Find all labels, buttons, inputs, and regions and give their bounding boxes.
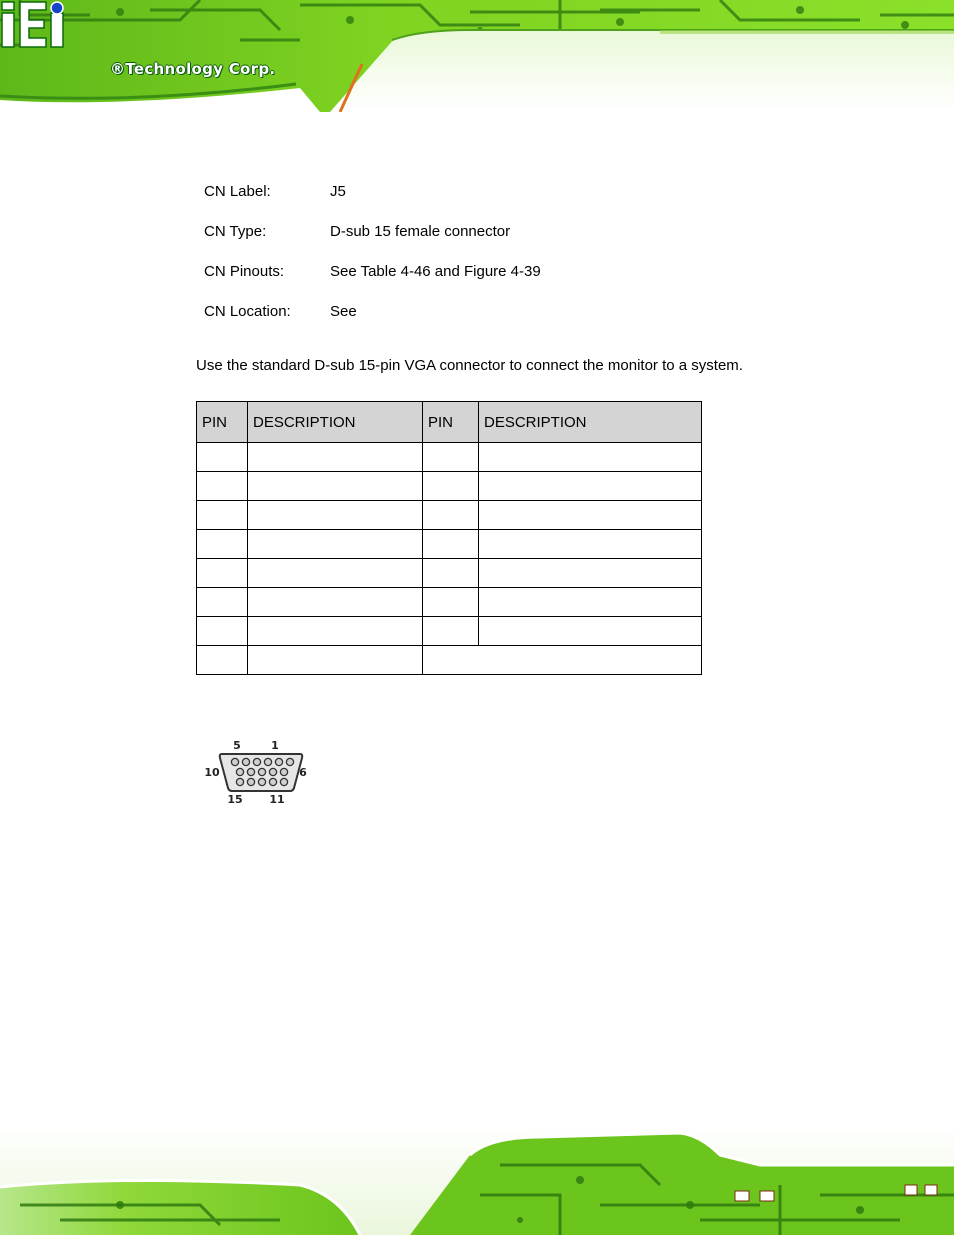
header-pin: PIN xyxy=(197,402,248,443)
table-cell xyxy=(197,530,248,559)
table-cell xyxy=(248,472,423,501)
pin-label: 5 xyxy=(233,739,241,752)
table-row xyxy=(197,472,702,501)
description-paragraph: Use the standard D-sub 15-pin VGA connector to connect the monitor to a system. xyxy=(196,357,743,374)
page-footer-banner xyxy=(0,1125,954,1235)
table-cell xyxy=(248,588,423,617)
field-label: CN Label: xyxy=(204,183,271,200)
table-cell xyxy=(423,617,479,646)
table-cell xyxy=(248,617,423,646)
table-row xyxy=(197,617,702,646)
page-header-banner xyxy=(0,0,954,112)
table-cell xyxy=(423,559,479,588)
table-row xyxy=(197,530,702,559)
table-row xyxy=(197,588,702,617)
table-row xyxy=(197,501,702,530)
table-cell xyxy=(197,617,248,646)
table-cell xyxy=(423,588,479,617)
header-description: DESCRIPTION xyxy=(479,402,702,443)
pin-label: 10 xyxy=(204,766,220,779)
table-cell xyxy=(197,472,248,501)
iei-logo xyxy=(0,0,260,52)
table-cell xyxy=(479,472,702,501)
table-cell xyxy=(479,443,702,472)
table-cell xyxy=(197,443,248,472)
table-cell-merged xyxy=(423,646,702,675)
table-cell xyxy=(248,443,423,472)
table-row xyxy=(197,559,702,588)
field-value: See Table 4-46 and Figure 4-39 xyxy=(330,263,541,280)
table-cell xyxy=(423,530,479,559)
field-label: CN Location: xyxy=(204,303,291,320)
circuit-board-footer-graphic xyxy=(0,1125,954,1235)
field-value: D-sub 15 female connector xyxy=(330,223,511,240)
table-cell xyxy=(197,646,248,675)
pinout-table xyxy=(196,401,702,675)
pin-label: 1 xyxy=(271,739,279,752)
table-cell xyxy=(197,559,248,588)
table-cell xyxy=(248,559,423,588)
pin-label: 15 xyxy=(227,793,243,806)
table-cell xyxy=(248,646,423,675)
table-row xyxy=(197,443,702,472)
table-cell xyxy=(423,443,479,472)
table-cell xyxy=(479,501,702,530)
table-cell xyxy=(197,588,248,617)
field-label: CN Type: xyxy=(204,223,267,240)
table-cell xyxy=(248,530,423,559)
table-cell xyxy=(479,617,702,646)
table-cell xyxy=(479,530,702,559)
table-cell xyxy=(479,559,702,588)
field-label: CN Pinouts: xyxy=(204,263,285,280)
table-cell xyxy=(423,472,479,501)
pin-label: 11 xyxy=(269,793,285,806)
header-pin: PIN xyxy=(423,402,479,443)
header-description: DESCRIPTION xyxy=(248,402,423,443)
table-cell xyxy=(423,501,479,530)
table-cell xyxy=(197,501,248,530)
field-value: J5 xyxy=(330,183,346,200)
field-value: See xyxy=(330,303,357,320)
table-row xyxy=(197,646,702,675)
pin-label: 6 xyxy=(299,766,307,779)
table-cell xyxy=(479,588,702,617)
table-header-row xyxy=(197,402,702,443)
table-cell xyxy=(248,501,423,530)
company-name: ®Technology Corp. xyxy=(110,60,276,78)
vga-connector-figure xyxy=(202,735,312,807)
